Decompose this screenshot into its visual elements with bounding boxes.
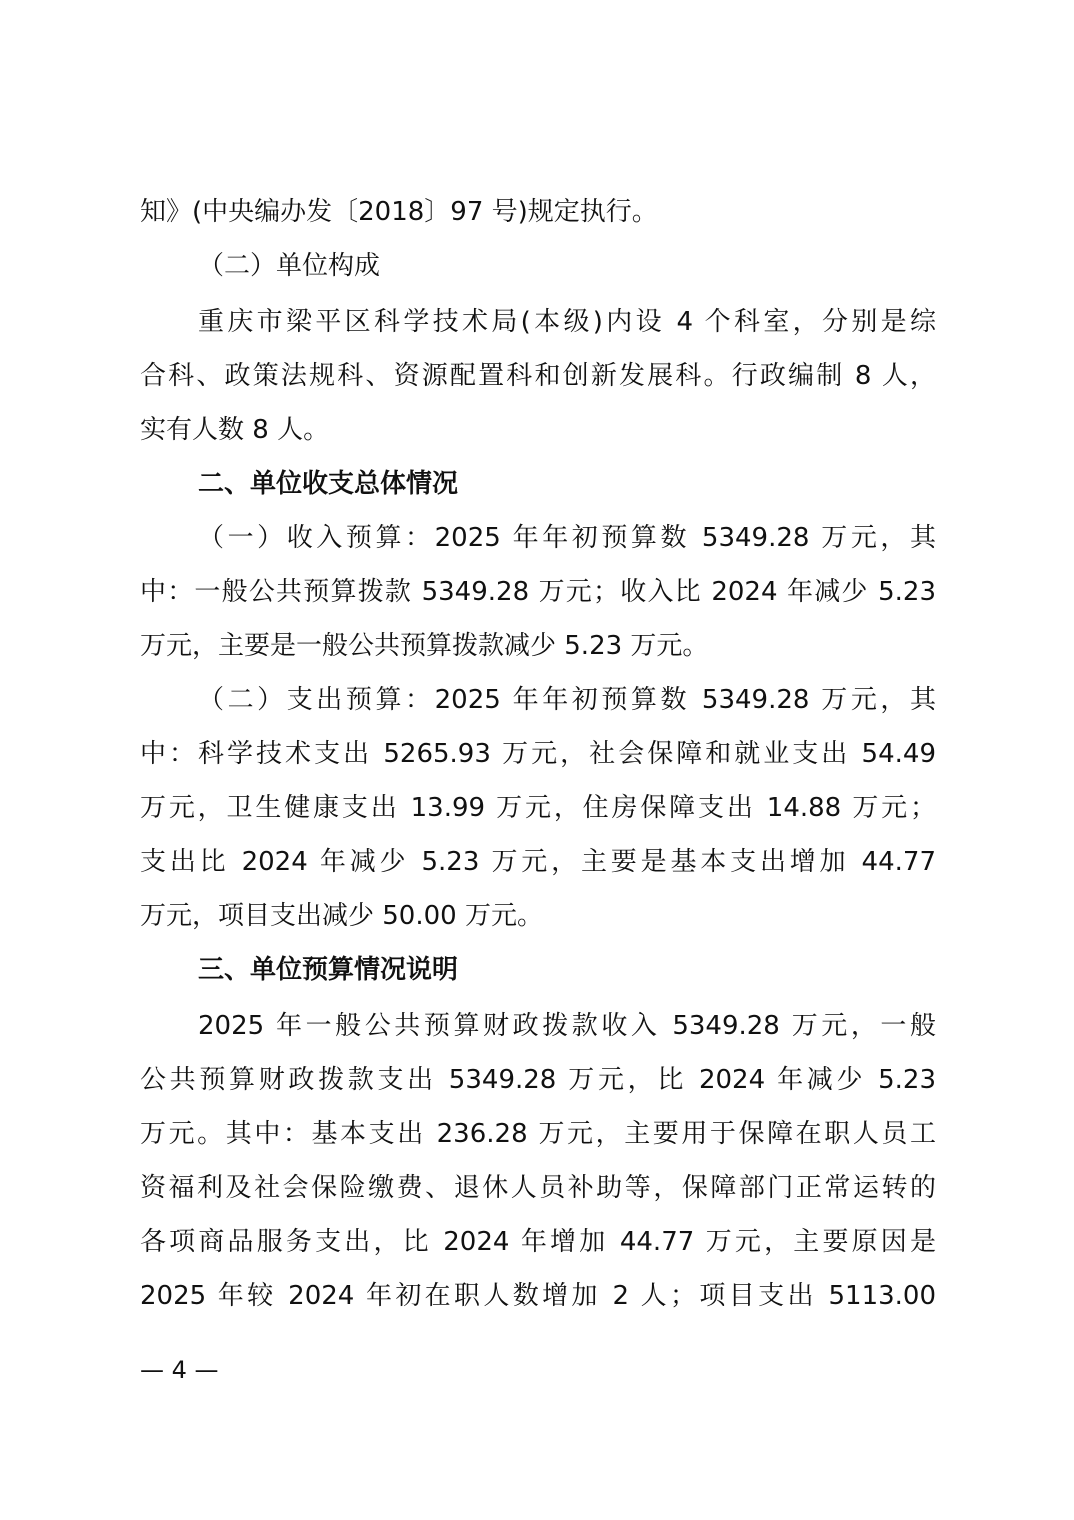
text-line: 资福利及社会保险缴费、退休人员补助等，保障部门正常运转的	[140, 1173, 936, 1203]
text-line: 知》(中央编办发〔2018〕97 号)规定执行。	[140, 197, 658, 227]
text-line: （一）收入预算：2025 年年初预算数 5349.28 万元，其	[198, 523, 936, 553]
text-line: 中：一般公共预算拨款 5349.28 万元；收入比 2024 年减少 5.23	[140, 577, 936, 607]
text-line: 公共预算财政拨款支出 5349.28 万元，比 2024 年减少 5.23	[140, 1065, 936, 1095]
text-line: 各项商品服务支出，比 2024 年增加 44.77 万元，主要原因是	[140, 1227, 936, 1257]
text-line: 万元，项目支出减少 50.00 万元。	[140, 901, 543, 931]
text-line: （二）支出预算：2025 年年初预算数 5349.28 万元，其	[198, 685, 936, 715]
text-line: 2025 年一般公共预算财政拨款收入 5349.28 万元，一般	[198, 1011, 936, 1041]
text-line: 实有人数 8 人。	[140, 415, 330, 445]
text-line: 2025 年较 2024 年初在职人数增加 2 人；项目支出 5113.00	[140, 1281, 936, 1311]
text-line: 万元。其中：基本支出 236.28 万元，主要用于保障在职人员工	[140, 1119, 936, 1149]
text-line: 中：科学技术支出 5265.93 万元，社会保障和就业支出 54.49	[140, 739, 936, 769]
text-line: 支出比 2024 年减少 5.23 万元，主要是基本支出增加 44.77	[140, 847, 936, 877]
section-heading: 三、单位预算情况说明	[198, 955, 459, 985]
text-line: 万元，卫生健康支出 13.99 万元，住房保障支出 14.88 万元；	[140, 793, 936, 823]
text-line: 万元，主要是一般公共预算拨款减少 5.23 万元。	[140, 631, 709, 661]
text-line: 合科、政策法规科、资源配置科和创新发展科。行政编制 8 人，	[140, 361, 936, 391]
page-number: — 4 —	[140, 1356, 219, 1384]
section-heading: 二、单位收支总体情况	[198, 469, 459, 499]
subsection-heading: （二）单位构成	[198, 251, 381, 281]
text-line: 重庆市梁平区科学技术局(本级)内设 4 个科室，分别是综	[198, 307, 936, 337]
